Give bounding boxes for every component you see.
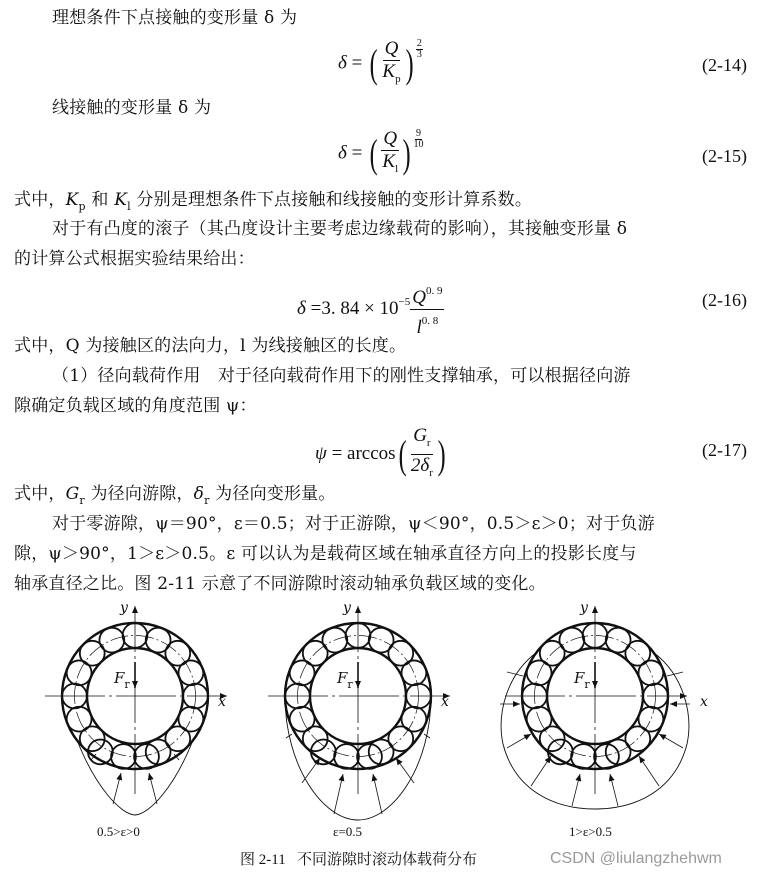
axis-label-y-3: y <box>580 600 588 616</box>
paragraph-crowned-roller-2: 的计算公式根据实验结果给出： <box>14 249 255 269</box>
axis-label-x-2: x <box>441 694 449 710</box>
bearing-diagram-zero-clearance <box>268 606 450 820</box>
equation-2-16: δ =3. $84 \times 10^{-5}$ $\frac{Q^{0. 9}}{l^{0. 8}}$ <box>297 280 444 339</box>
paragraph-clearance-definition: 式中，$G_r$ 为径向游隙，$\delta_r$ 为径向变形量。 <box>14 484 336 507</box>
paragraph-point-contact: 理想条件下点接触的变形量 δ 为 <box>52 8 298 28</box>
equation-number-2-16: (2-16) <box>702 290 747 310</box>
paragraph-q-and-l: 式中，Q 为接触区的法向力，l 为线接触区的长度。 <box>14 336 407 356</box>
paragraph-coefficients: 式中，$K_p$ 和 $K_l$ 分别是理想条件下点接触和线接触的变形计算系数。 <box>14 190 533 213</box>
panel-label-3: 1>ε>0.5 <box>569 824 612 839</box>
figure-caption: 图 2-11 不同游隙时滚动体载荷分布 <box>240 852 477 868</box>
axis-label-y-2: y <box>343 600 351 616</box>
force-label-2: $F_r$ <box>337 669 353 691</box>
bearing-diagram-negative-clearance <box>500 606 690 809</box>
equation-number-2-14: (2-14) <box>702 55 747 75</box>
paragraph-radial-load-2: 隙确定负载区域的角度范围 ψ： <box>14 396 257 416</box>
bearing-diagram-small-clearance <box>45 606 227 815</box>
panel-label-1: 0.5>ε>0 <box>97 824 140 839</box>
axis-label-y-1: y <box>120 600 128 616</box>
paragraph-line-contact: 线接触的变形量 δ 为 <box>52 98 212 118</box>
equation-2-17: ψ = arccos( $\frac{G_r}{2\delta_r}$ ) <box>315 425 446 479</box>
equation-number-2-17: (2-17) <box>702 440 747 460</box>
paragraph-crowned-roller-1: 对于有凸度的滚子（其凸度设计主要考虑边缘载荷的影响），其接触变形量 δ <box>52 219 628 239</box>
equation-2-15: δ = ( $\frac{Q}{K_l}$ ) $\frac{9}{10}$ <box>338 128 424 176</box>
paragraph-clearance-cases-3: 轴承直径之比。图 2-11 示意了不同游隙时滚动轴承负载区域的变化。 <box>14 574 546 594</box>
axis-label-x-3: x <box>700 694 708 710</box>
axis-label-x-1: x <box>218 694 226 710</box>
paragraph-radial-load-1: （1）径向载荷作用 对于径向载荷作用下的刚性支撑轴承，可以根据径向游 <box>52 366 631 386</box>
equation-number-2-15: (2-15) <box>702 146 747 166</box>
equation-2-14: δ = ( $\frac{Q}{K_p}$ ) $\frac{2}{3}$ <box>338 38 422 86</box>
force-label-3: $F_r$ <box>574 669 590 691</box>
panel-label-2: ε=0.5 <box>333 824 363 839</box>
force-label-1: $F_r$ <box>114 669 130 691</box>
paragraph-clearance-cases-1: 对于零游隙，ψ＝90°，ε＝0.5；对于正游隙，ψ＜90°，0.5＞ε＞0；对于负游 <box>52 514 655 534</box>
paragraph-clearance-cases-2: 隙，ψ＞90°，1＞ε＞0.5。ε 可以认为是载荷区域在轴承直径方向上的投影长度与 <box>14 544 637 564</box>
watermark: CSDN @liulangzhehwm <box>550 850 722 867</box>
